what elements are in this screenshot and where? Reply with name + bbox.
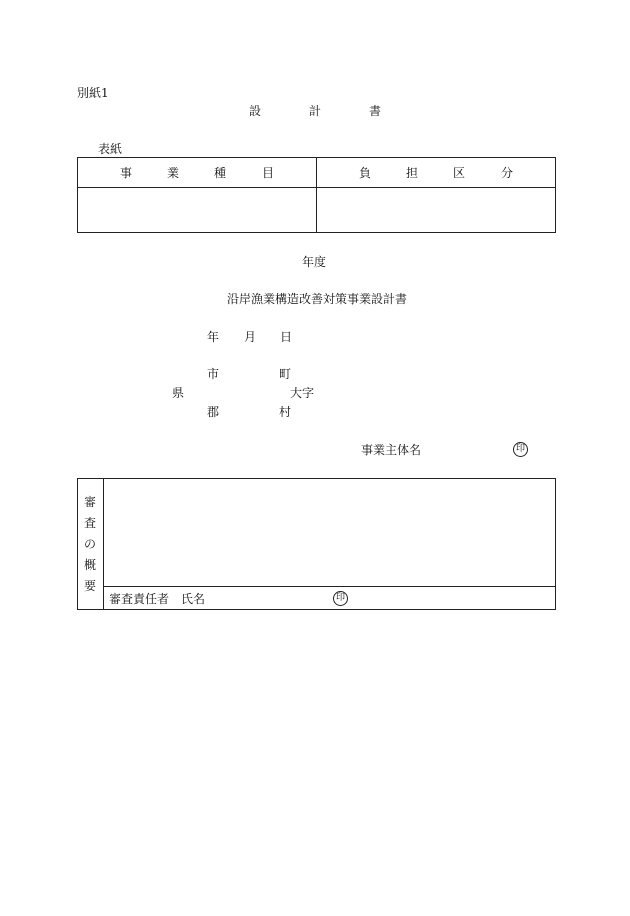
review-officer-seal-icon: 印	[333, 591, 348, 606]
business-type-header-char-4: 目	[262, 166, 275, 180]
business-type-header-char-1: 事	[120, 166, 133, 180]
burden-class-header-char-2: 担	[406, 166, 419, 180]
fiscal-year-label: 年度	[302, 255, 327, 269]
operator-name-label: 事業主体名	[361, 443, 422, 457]
review-officer-label: 審査責任者 氏名	[109, 592, 206, 606]
title-char-1: 設	[249, 104, 262, 118]
review-heading-char-3: の	[83, 537, 96, 551]
date-month: 月	[244, 330, 257, 344]
operator-seal-icon: 印	[513, 442, 528, 457]
business-type-header-char-3: 種	[214, 166, 227, 180]
review-heading-char-5: 要	[83, 579, 96, 593]
review-heading	[80, 492, 100, 597]
cover-table-column-divider	[316, 157, 317, 233]
address-prefecture: 県	[172, 386, 185, 400]
review-heading-char-2: 査	[83, 516, 96, 530]
address-village: 村	[279, 405, 292, 419]
cover-label: 表紙	[98, 142, 123, 156]
title-char-2: 計	[309, 104, 322, 118]
date-year: 年	[207, 330, 220, 344]
review-table-row-divider	[103, 586, 556, 587]
business-type-header-char-2: 業	[167, 166, 180, 180]
address-town: 町	[279, 367, 292, 381]
document-title: 沿岸漁業構造改善対策事業設計書	[227, 292, 408, 306]
review-table-column-divider	[103, 478, 104, 610]
burden-class-header-char-4: 分	[501, 166, 514, 180]
address-city: 市	[207, 367, 220, 381]
review-heading-char-4: 概	[83, 558, 96, 572]
review-table	[77, 478, 556, 610]
annex-label: 別紙1	[77, 86, 109, 100]
title-char-3: 書	[369, 104, 382, 118]
burden-class-header-char-1: 負	[359, 166, 372, 180]
date-day: 日	[280, 330, 293, 344]
address-district: 郡	[207, 405, 220, 419]
address-aza: 大字	[290, 386, 315, 400]
burden-class-header-char-3: 区	[453, 166, 466, 180]
review-heading-char-1: 審	[83, 495, 96, 509]
